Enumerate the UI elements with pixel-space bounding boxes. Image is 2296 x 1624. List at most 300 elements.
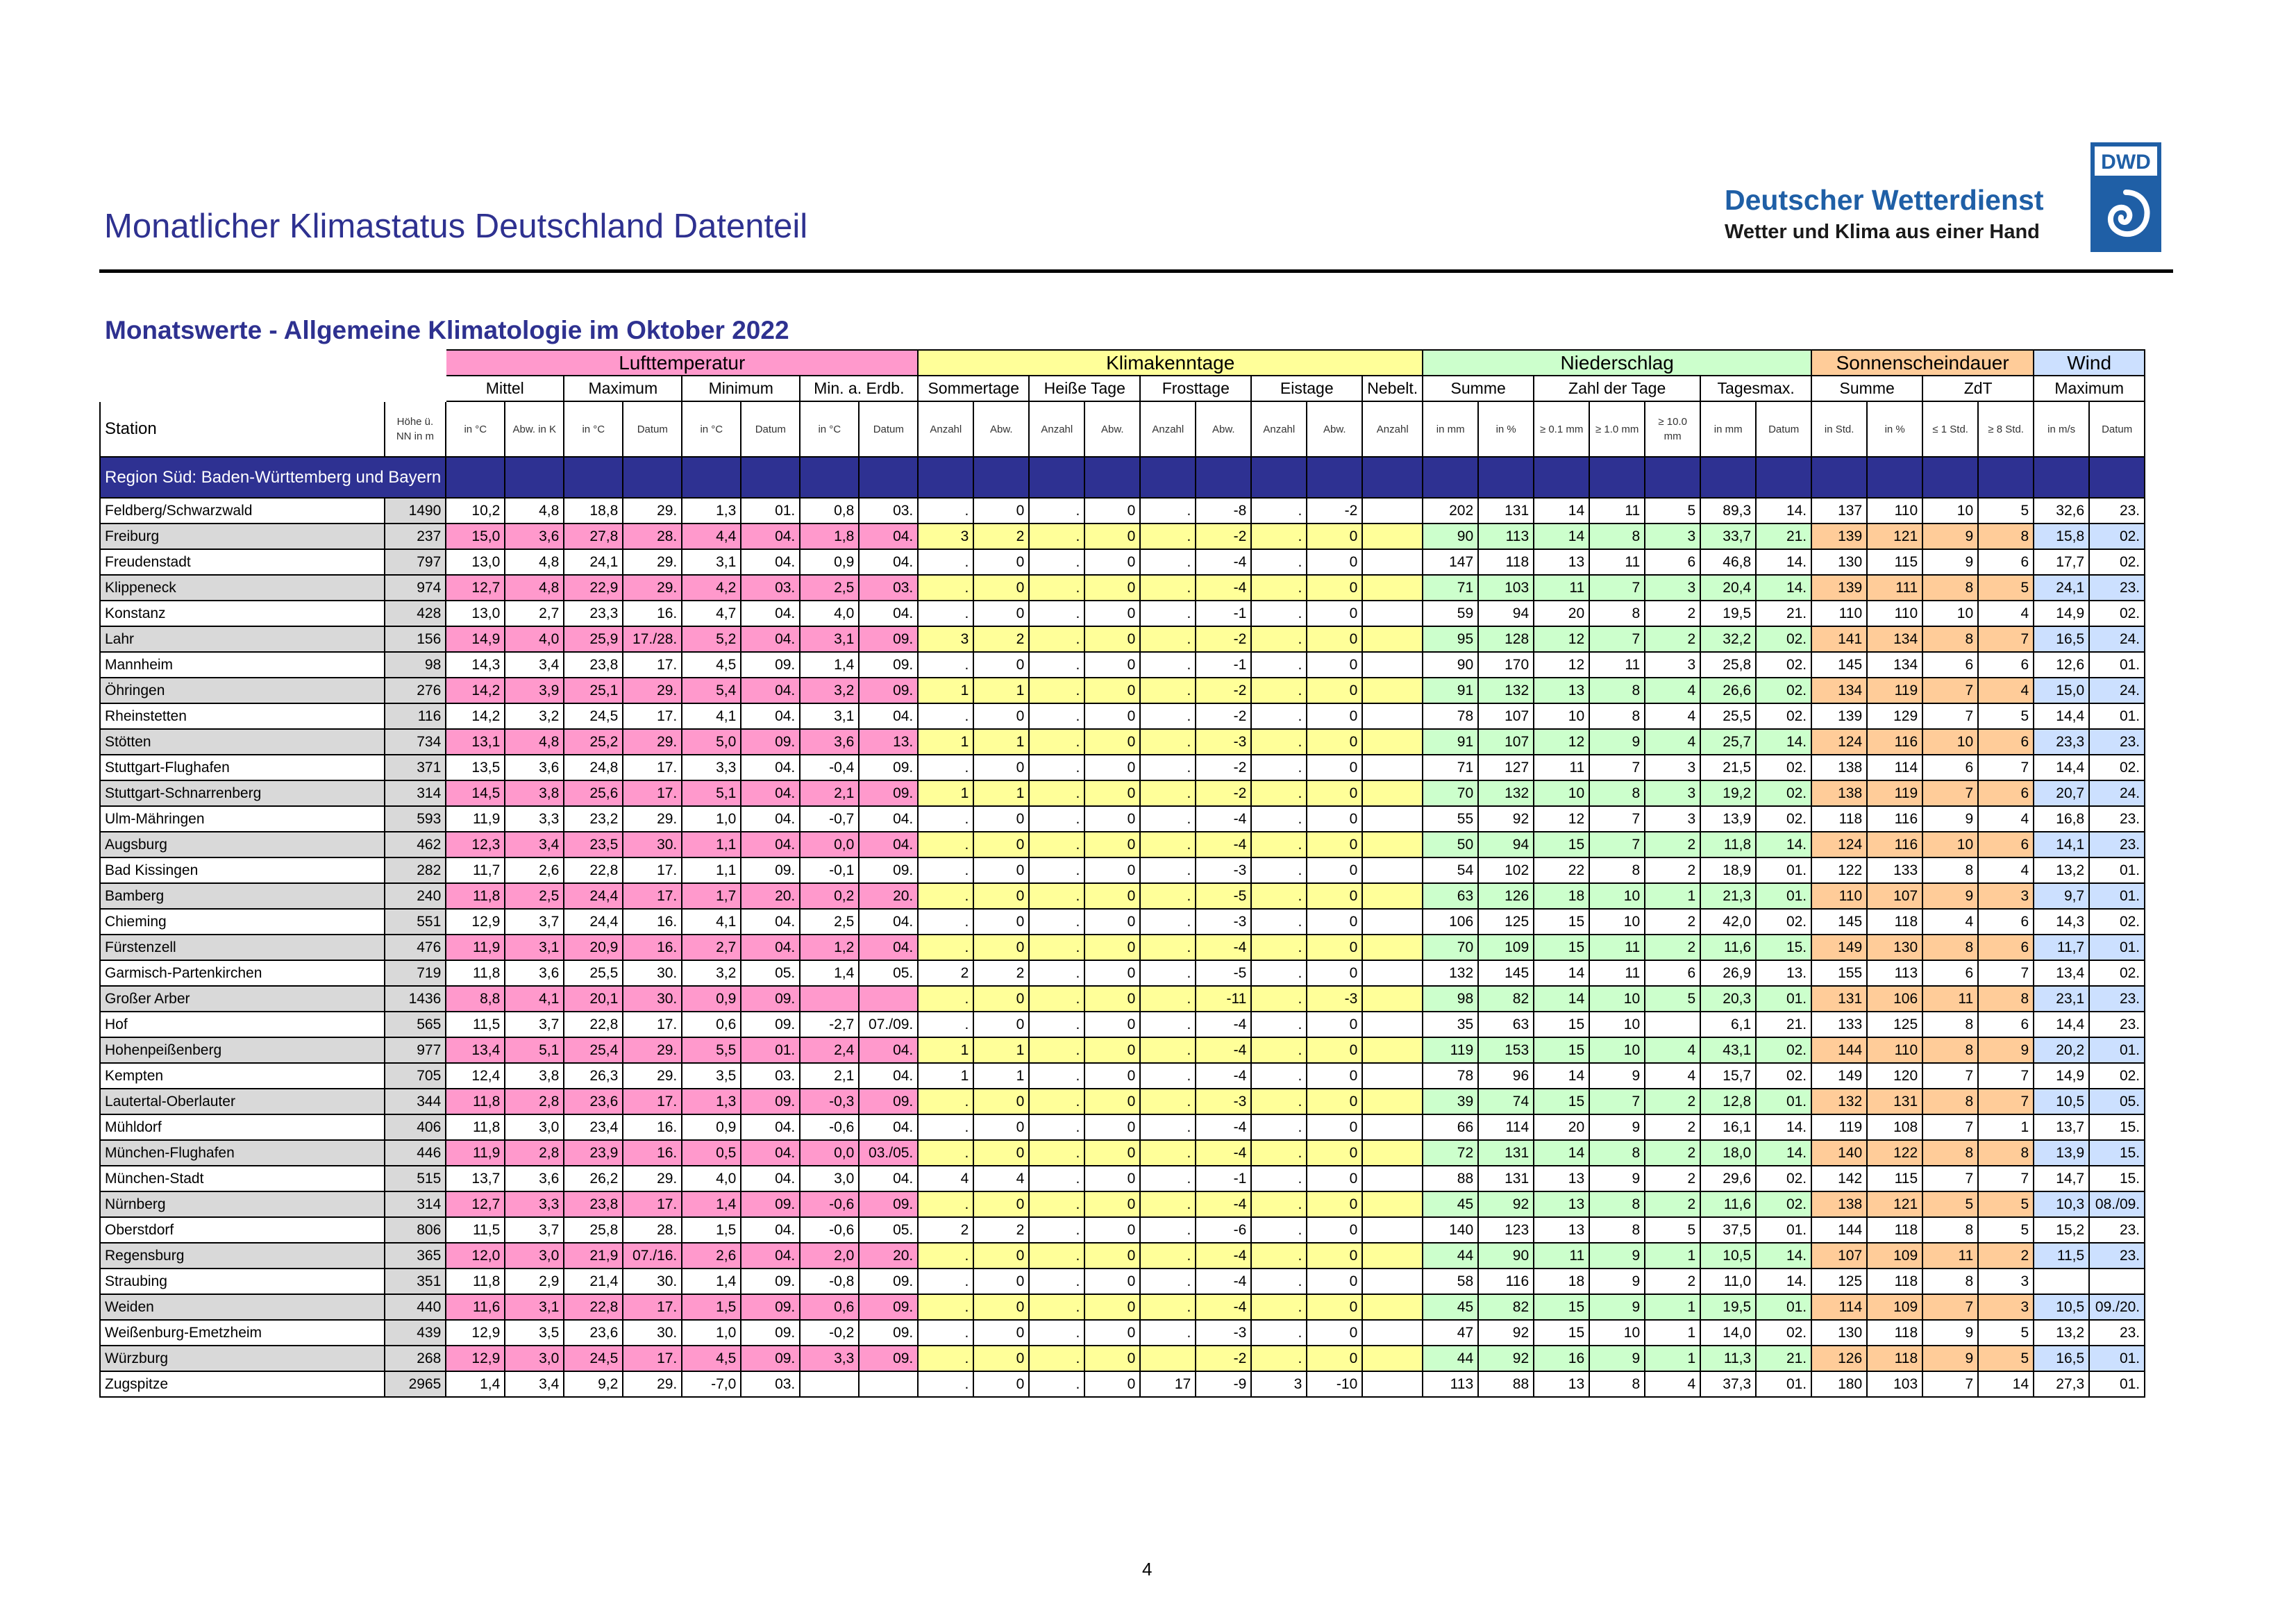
table-cell: 6 — [1922, 755, 1978, 780]
table-cell: 7 — [1978, 1063, 2034, 1089]
table-cell: 1 — [973, 1063, 1029, 1089]
table-cell — [1362, 524, 1423, 549]
table-cell: 3 — [1645, 652, 1700, 678]
table-cell: -4 — [1196, 1114, 1251, 1140]
table-cell: 14,9 — [446, 626, 505, 652]
unit-header: in % — [1867, 401, 1922, 457]
table-cell: -4 — [1196, 806, 1251, 832]
table-cell: 977 — [385, 1037, 446, 1063]
table-cell: 8 — [1922, 575, 1978, 601]
table-cell: . — [1251, 703, 1307, 729]
table-cell: . — [1251, 1012, 1307, 1037]
table-cell: 09. — [741, 1269, 800, 1294]
table-cell: . — [1029, 832, 1084, 857]
table-cell: 14,5 — [446, 780, 505, 806]
table-cell: 3,2 — [800, 678, 859, 703]
station-name: Weiden — [100, 1294, 385, 1320]
table-cell: 0 — [973, 883, 1029, 909]
table-cell: 25,4 — [564, 1037, 623, 1063]
table-cell: 0 — [973, 1089, 1029, 1114]
table-cell: 6,1 — [1700, 1012, 1756, 1037]
table-cell: 4,0 — [800, 601, 859, 626]
table-cell: 20 — [1534, 601, 1589, 626]
table-row — [100, 729, 2145, 755]
unit-header: Datum — [623, 401, 682, 457]
table-cell — [1645, 1012, 1700, 1037]
table-cell: 6 — [1922, 652, 1978, 678]
table-cell: 118 — [1867, 1217, 1922, 1243]
table-cell: 12,0 — [446, 1243, 505, 1269]
table-cell: 5 — [1978, 498, 2034, 524]
table-cell: 5 — [1978, 1346, 2034, 1371]
table-cell: 24,5 — [564, 703, 623, 729]
table-row — [100, 883, 2145, 909]
station-name: Stötten — [100, 729, 385, 755]
table-cell: 14,2 — [446, 703, 505, 729]
table-cell: . — [1140, 498, 1196, 524]
table-cell: 91 — [1423, 729, 1478, 755]
table-cell: 13,9 — [1700, 806, 1756, 832]
table-cell: 1 — [918, 780, 973, 806]
table-cell: -2 — [1196, 755, 1251, 780]
table-cell: 09. — [859, 1346, 918, 1371]
table-cell: 22 — [1534, 857, 1589, 883]
table-cell: 138 — [1811, 780, 1867, 806]
table-cell: 0,9 — [800, 549, 859, 575]
table-cell: 1,3 — [682, 498, 741, 524]
table-cell: 3,9 — [505, 678, 564, 703]
table-cell: 122 — [1811, 857, 1867, 883]
table-cell: 01. — [1756, 1217, 1811, 1243]
table-cell: -0,7 — [800, 806, 859, 832]
region-label: Region Süd: Baden-Württemberg und Bayern — [100, 457, 446, 498]
table-cell: 26,6 — [1700, 678, 1756, 703]
table-row — [100, 678, 2145, 703]
table-cell: 02. — [1756, 626, 1811, 652]
table-cell: 13,5 — [446, 755, 505, 780]
table-cell: 12 — [1534, 729, 1589, 755]
table-cell: 145 — [1811, 652, 1867, 678]
table-cell — [1362, 1114, 1423, 1140]
table-cell: 04. — [741, 703, 800, 729]
table-cell: 7 — [1589, 832, 1645, 857]
table-cell: -4 — [1196, 575, 1251, 601]
station-name: Kempten — [100, 1063, 385, 1089]
table-cell: 0 — [973, 1294, 1029, 1320]
table-cell: 29. — [623, 1166, 682, 1191]
table-cell: 13. — [859, 729, 918, 755]
table-cell: 110 — [1867, 1037, 1922, 1063]
table-cell: 7 — [1978, 1089, 2034, 1114]
table-cell: 04. — [741, 524, 800, 549]
table-cell: 314 — [385, 1191, 446, 1217]
table-cell: . — [1140, 857, 1196, 883]
table-cell: 02. — [1756, 1166, 1811, 1191]
station-name: Chieming — [100, 909, 385, 935]
table-cell: 10,5 — [2034, 1294, 2089, 1320]
table-cell: . — [918, 703, 973, 729]
table-cell: 21,4 — [564, 1269, 623, 1294]
table-cell — [1362, 703, 1423, 729]
table-cell: 10 — [1589, 883, 1645, 909]
table-cell: 170 — [1478, 652, 1534, 678]
table-cell: -3 — [1307, 986, 1362, 1012]
table-cell: . — [1029, 524, 1084, 549]
table-cell: 0 — [973, 601, 1029, 626]
table-cell: . — [1140, 1217, 1196, 1243]
table-cell: 4,8 — [505, 729, 564, 755]
table-cell: 27,8 — [564, 524, 623, 549]
table-cell: 11,6 — [1700, 935, 1756, 960]
table-cell: 3,8 — [505, 1063, 564, 1089]
table-cell: -9 — [1196, 1371, 1251, 1397]
table-row — [100, 935, 2145, 960]
table-cell: 23. — [2089, 729, 2145, 755]
table-cell: 0 — [1084, 678, 1140, 703]
table-cell: 50 — [1423, 832, 1478, 857]
table-cell: -8 — [1196, 498, 1251, 524]
table-cell: 92 — [1478, 1191, 1534, 1217]
table-cell: 8,8 — [446, 986, 505, 1012]
table-cell: 98 — [1423, 986, 1478, 1012]
table-cell: 705 — [385, 1063, 446, 1089]
table-cell: 09. — [859, 1269, 918, 1294]
table-cell: 3 — [1978, 883, 2034, 909]
table-cell: . — [1251, 1269, 1307, 1294]
table-cell: 0 — [1307, 909, 1362, 935]
table-cell: 0 — [1307, 1269, 1362, 1294]
table-row — [100, 1346, 2145, 1371]
table-cell: 0 — [1084, 1089, 1140, 1114]
table-cell: 1,4 — [800, 652, 859, 678]
table-cell: 8 — [1978, 524, 2034, 549]
table-cell: 2 — [1645, 857, 1700, 883]
table-cell: 107 — [1478, 703, 1534, 729]
table-cell: 21. — [1756, 1012, 1811, 1037]
table-cell: 09. — [859, 755, 918, 780]
table-cell: 140 — [1423, 1217, 1478, 1243]
table-cell: 91 — [1423, 678, 1478, 703]
table-cell: 04. — [741, 549, 800, 575]
table-cell — [1362, 857, 1423, 883]
unit-header: Datum — [1756, 401, 1811, 457]
table-cell: 3,1 — [800, 626, 859, 652]
station-name: München-Flughafen — [100, 1140, 385, 1166]
table-cell: 20,1 — [564, 986, 623, 1012]
table-cell: 0 — [1307, 832, 1362, 857]
unit-header: ≤ 1 Std. — [1922, 401, 1978, 457]
table-cell: 02. — [1756, 1037, 1811, 1063]
table-cell: 103 — [1867, 1371, 1922, 1397]
table-cell: 24. — [2089, 780, 2145, 806]
table-cell: 0 — [1084, 549, 1140, 575]
station-name: Freudenstadt — [100, 549, 385, 575]
table-cell: 2,5 — [800, 575, 859, 601]
table-cell: 4,4 — [682, 524, 741, 549]
table-cell: 4,5 — [682, 652, 741, 678]
table-cell: 78 — [1423, 1063, 1478, 1089]
table-cell: 4,0 — [682, 1166, 741, 1191]
table-cell: 17. — [623, 883, 682, 909]
table-cell: . — [1251, 601, 1307, 626]
table-cell: 29. — [623, 729, 682, 755]
table-cell: 02. — [1756, 909, 1811, 935]
table-cell: 1,2 — [800, 935, 859, 960]
unit-header: Anzahl — [1029, 401, 1084, 457]
table-cell: 1,5 — [682, 1217, 741, 1243]
table-cell: . — [1140, 1243, 1196, 1269]
table-cell: 0 — [973, 1320, 1029, 1346]
table-cell: 1,8 — [800, 524, 859, 549]
table-cell: 14 — [1978, 1371, 2034, 1397]
table-cell: 2 — [1645, 1269, 1700, 1294]
table-cell: . — [1029, 549, 1084, 575]
table-cell: 3,1 — [505, 1294, 564, 1320]
unit-header: Datum — [859, 401, 918, 457]
table-cell — [2089, 1269, 2145, 1294]
table-cell: 19,2 — [1700, 780, 1756, 806]
region-cell — [1307, 457, 1362, 498]
table-cell: 446 — [385, 1140, 446, 1166]
table-cell: 14. — [1756, 498, 1811, 524]
table-cell: 23. — [2089, 1243, 2145, 1269]
table-cell: 0 — [1307, 1089, 1362, 1114]
table-cell: 30. — [623, 960, 682, 986]
table-cell: 439 — [385, 1320, 446, 1346]
table-cell: 20. — [741, 883, 800, 909]
table-cell: 125 — [1811, 1269, 1867, 1294]
table-cell: 719 — [385, 960, 446, 986]
table-cell: 23,1 — [2034, 986, 2089, 1012]
table-cell: 8 — [1589, 601, 1645, 626]
table-cell: 11 — [1589, 960, 1645, 986]
table-cell: 23. — [2089, 575, 2145, 601]
table-cell: . — [1029, 780, 1084, 806]
table-cell: -2 — [1196, 1346, 1251, 1371]
table-cell: 01. — [2089, 857, 2145, 883]
table-cell: 15 — [1534, 1012, 1589, 1037]
table-cell: 01. — [2089, 703, 2145, 729]
table-cell: 116 — [1478, 1269, 1534, 1294]
table-cell: 0 — [1084, 1217, 1140, 1243]
table-cell: 04. — [859, 1037, 918, 1063]
table-cell: 14,4 — [2034, 1012, 2089, 1037]
table-cell: 0 — [1084, 1243, 1140, 1269]
table-cell: 16,8 — [2034, 806, 2089, 832]
table-cell: 7 — [1589, 1089, 1645, 1114]
table-cell: 4,1 — [682, 703, 741, 729]
table-cell: 14. — [1756, 1269, 1811, 1294]
table-cell: 14 — [1534, 498, 1589, 524]
table-cell: 8 — [1589, 1217, 1645, 1243]
table-cell: 9 — [1922, 524, 1978, 549]
table-cell: 3,4 — [505, 832, 564, 857]
table-cell: 17. — [623, 1012, 682, 1037]
station-name: Straubing — [100, 1269, 385, 1294]
table-cell: 131 — [1867, 1089, 1922, 1114]
table-cell: 44 — [1423, 1346, 1478, 1371]
table-cell: 02. — [1756, 678, 1811, 703]
table-cell: 30. — [623, 986, 682, 1012]
table-cell: . — [1251, 780, 1307, 806]
group-header: Niederschlag — [1423, 350, 1811, 376]
table-cell: 3,1 — [800, 703, 859, 729]
region-cell — [1978, 457, 2034, 498]
table-cell: 13 — [1534, 678, 1589, 703]
table-cell: 476 — [385, 935, 446, 960]
station-name: Mannheim — [100, 652, 385, 678]
table-cell: 4 — [1645, 1037, 1700, 1063]
table-cell: 0 — [1307, 703, 1362, 729]
table-cell: 16. — [623, 1114, 682, 1140]
unit-header: in °C — [446, 401, 505, 457]
table-cell: 129 — [1867, 703, 1922, 729]
table-cell: 8 — [1922, 935, 1978, 960]
table-row — [100, 1063, 2145, 1089]
table-cell: 44 — [1423, 1243, 1478, 1269]
table-cell: 3,0 — [505, 1346, 564, 1371]
table-cell: 21. — [1756, 1346, 1811, 1371]
table-cell: 133 — [1811, 1012, 1867, 1037]
table-cell: 121 — [1867, 524, 1922, 549]
table-cell: 1,0 — [682, 806, 741, 832]
table-cell: 14 — [1534, 1063, 1589, 1089]
table-cell: 3,5 — [682, 1063, 741, 1089]
table-cell: 88 — [1423, 1166, 1478, 1191]
table-cell: 4 — [1645, 729, 1700, 755]
table-cell: 2 — [973, 960, 1029, 986]
table-cell: 9 — [1922, 1346, 1978, 1371]
table-cell: 6 — [1978, 780, 2034, 806]
table-cell: 2,4 — [800, 1037, 859, 1063]
table-cell: 0 — [1084, 1037, 1140, 1063]
table-cell: . — [1251, 1191, 1307, 1217]
table-cell: 2 — [1645, 1114, 1700, 1140]
table-cell: 1,1 — [682, 832, 741, 857]
table-cell: 14. — [1756, 1114, 1811, 1140]
table-cell: 110 — [1867, 498, 1922, 524]
table-cell: . — [1029, 1012, 1084, 1037]
subgroup-header: Maximum — [2034, 376, 2145, 401]
table-cell: 4,8 — [505, 575, 564, 601]
table-cell: 17. — [623, 1089, 682, 1114]
table-cell: 16. — [623, 909, 682, 935]
table-cell: . — [1029, 1346, 1084, 1371]
table-cell: -1 — [1196, 1166, 1251, 1191]
table-cell: 24,8 — [564, 755, 623, 780]
table-cell: 04. — [859, 832, 918, 857]
table-cell: 09. — [859, 780, 918, 806]
table-cell: 131 — [1478, 1140, 1534, 1166]
table-cell: . — [1251, 1320, 1307, 1346]
dwd-logo — [2090, 142, 2161, 252]
table-cell — [1362, 601, 1423, 626]
table-cell: 462 — [385, 832, 446, 857]
table-cell: 01. — [1756, 857, 1811, 883]
table-cell: 0,8 — [800, 498, 859, 524]
table-cell: 09. — [741, 986, 800, 1012]
table-cell: . — [1029, 986, 1084, 1012]
region-cell — [1196, 457, 1251, 498]
table-cell: . — [1029, 1294, 1084, 1320]
table-cell: 0 — [1307, 575, 1362, 601]
table-cell: 12,9 — [446, 1346, 505, 1371]
table-cell: 0 — [1084, 1346, 1140, 1371]
table-cell: -3 — [1196, 857, 1251, 883]
table-cell: . — [918, 909, 973, 935]
table-cell: 3,4 — [505, 652, 564, 678]
table-cell: 21,9 — [564, 1243, 623, 1269]
table-cell: -3 — [1196, 1089, 1251, 1114]
region-cell — [2089, 457, 2145, 498]
table-cell: -0,3 — [800, 1089, 859, 1114]
table-cell: 109 — [1867, 1294, 1922, 1320]
table-cell: . — [1029, 1269, 1084, 1294]
table-cell: . — [1140, 1063, 1196, 1089]
table-cell: 5 — [1978, 575, 2034, 601]
table-cell: 20. — [859, 1243, 918, 1269]
table-cell: 110 — [1811, 601, 1867, 626]
table-cell: . — [1140, 909, 1196, 935]
table-cell: . — [1140, 1140, 1196, 1166]
table-cell: 0,9 — [682, 986, 741, 1012]
table-cell: 4 — [1978, 806, 2034, 832]
unit-header: Anzahl — [1251, 401, 1307, 457]
table-cell: 0 — [973, 935, 1029, 960]
table-cell: 23,4 — [564, 1114, 623, 1140]
table-cell: . — [1029, 678, 1084, 703]
table-cell: 0 — [973, 549, 1029, 575]
table-cell — [1362, 1012, 1423, 1037]
table-row — [100, 1294, 2145, 1320]
table-cell: . — [1029, 806, 1084, 832]
table-cell: . — [1140, 601, 1196, 626]
table-cell: 90 — [1478, 1243, 1534, 1269]
table-cell: 09. — [741, 1294, 800, 1320]
table-cell: . — [1140, 832, 1196, 857]
table-row — [100, 780, 2145, 806]
table-cell: 344 — [385, 1089, 446, 1114]
region-cell — [682, 457, 741, 498]
table-cell: . — [918, 1012, 973, 1037]
table-cell: 0 — [973, 986, 1029, 1012]
table-cell: 0 — [973, 1012, 1029, 1037]
table-cell: 0 — [973, 909, 1029, 935]
table-cell: 22,8 — [564, 1294, 623, 1320]
table-cell: 18,0 — [1700, 1140, 1756, 1166]
table-cell: 09. — [859, 678, 918, 703]
table-cell: -3 — [1196, 729, 1251, 755]
table-cell: 4 — [1978, 678, 2034, 703]
table-cell: . — [918, 498, 973, 524]
table-cell: 268 — [385, 1346, 446, 1371]
table-cell: 12,9 — [446, 1320, 505, 1346]
table-cell: 5 — [1978, 1217, 2034, 1243]
table-cell: 01. — [2089, 1346, 2145, 1371]
table-cell: 1 — [918, 729, 973, 755]
table-cell: 1,7 — [682, 883, 741, 909]
table-cell: 114 — [1811, 1294, 1867, 1320]
table-cell: 128 — [1478, 626, 1534, 652]
table-cell: 0 — [1307, 780, 1362, 806]
table-cell: 10 — [1589, 1037, 1645, 1063]
table-cell: 114 — [1867, 755, 1922, 780]
table-cell: 20,2 — [2034, 1037, 2089, 1063]
table-row — [100, 703, 2145, 729]
table-cell: . — [918, 1089, 973, 1114]
table-cell: 365 — [385, 1243, 446, 1269]
table-cell: 29. — [623, 1063, 682, 1089]
